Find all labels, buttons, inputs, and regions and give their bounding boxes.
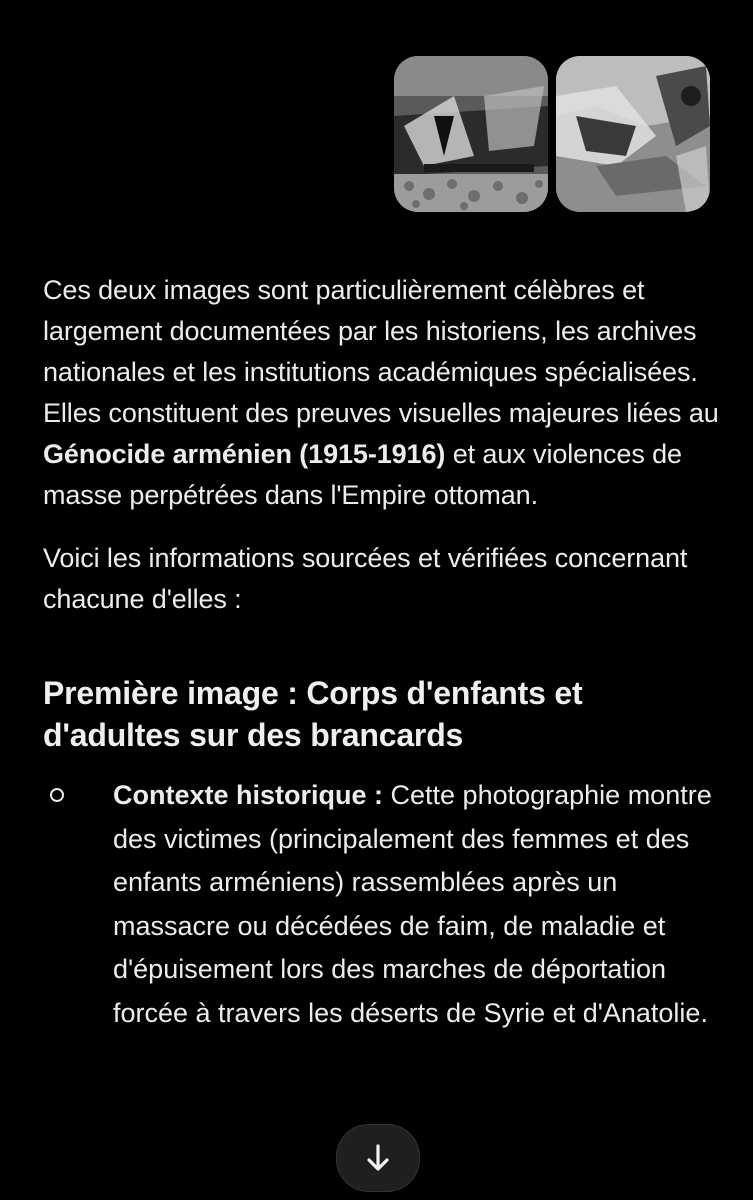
- image-thumbnails: [394, 56, 710, 212]
- arrow-down-icon: [365, 1143, 391, 1173]
- section-heading: Première image : Corps d'enfants et d'adultes sur des brancards: [43, 675, 583, 753]
- intro-paragraph: [43, 270, 723, 516]
- intro-bold-text: Génocide arménien (1915-1916): [43, 439, 446, 469]
- list-item-text: Cette photographie montre des victimes (principalement des femmes et des enfants arméniens) rassemblées après un massacre ou décédées de faim, de maladie et d'épuisement lors des marches de déportation forcée à travers les déserts de Syrie et d'Anatolie.: [113, 780, 712, 1028]
- intro-text-a: Ces deux images sont particulièrement célèbres et largement documentées par les historiens, les archives nationales et les institutions académiques spécialisées. Elles constituent des preuves visuelles majeures liées au: [43, 275, 719, 428]
- image-thumbnail-2[interactable]: [556, 56, 710, 212]
- list-item-label: Contexte historique :: [113, 780, 384, 810]
- photo-image-2: [556, 56, 710, 212]
- hollow-bullet-icon: [50, 788, 64, 802]
- list-item: [43, 774, 723, 1035]
- section-list: [43, 774, 723, 1035]
- scroll-to-bottom-button[interactable]: [336, 1124, 420, 1192]
- message-content: [43, 270, 723, 1035]
- image-thumbnail-1[interactable]: [394, 56, 548, 212]
- intro-text-b: et aux violences de masse perpétrées dans l'Empire ottoman.: [43, 439, 682, 510]
- photo-image-1: [394, 56, 548, 212]
- intro-paragraph-2: Voici les informations sourcées et vérifiées concernant chacune d'elles :: [43, 543, 688, 614]
